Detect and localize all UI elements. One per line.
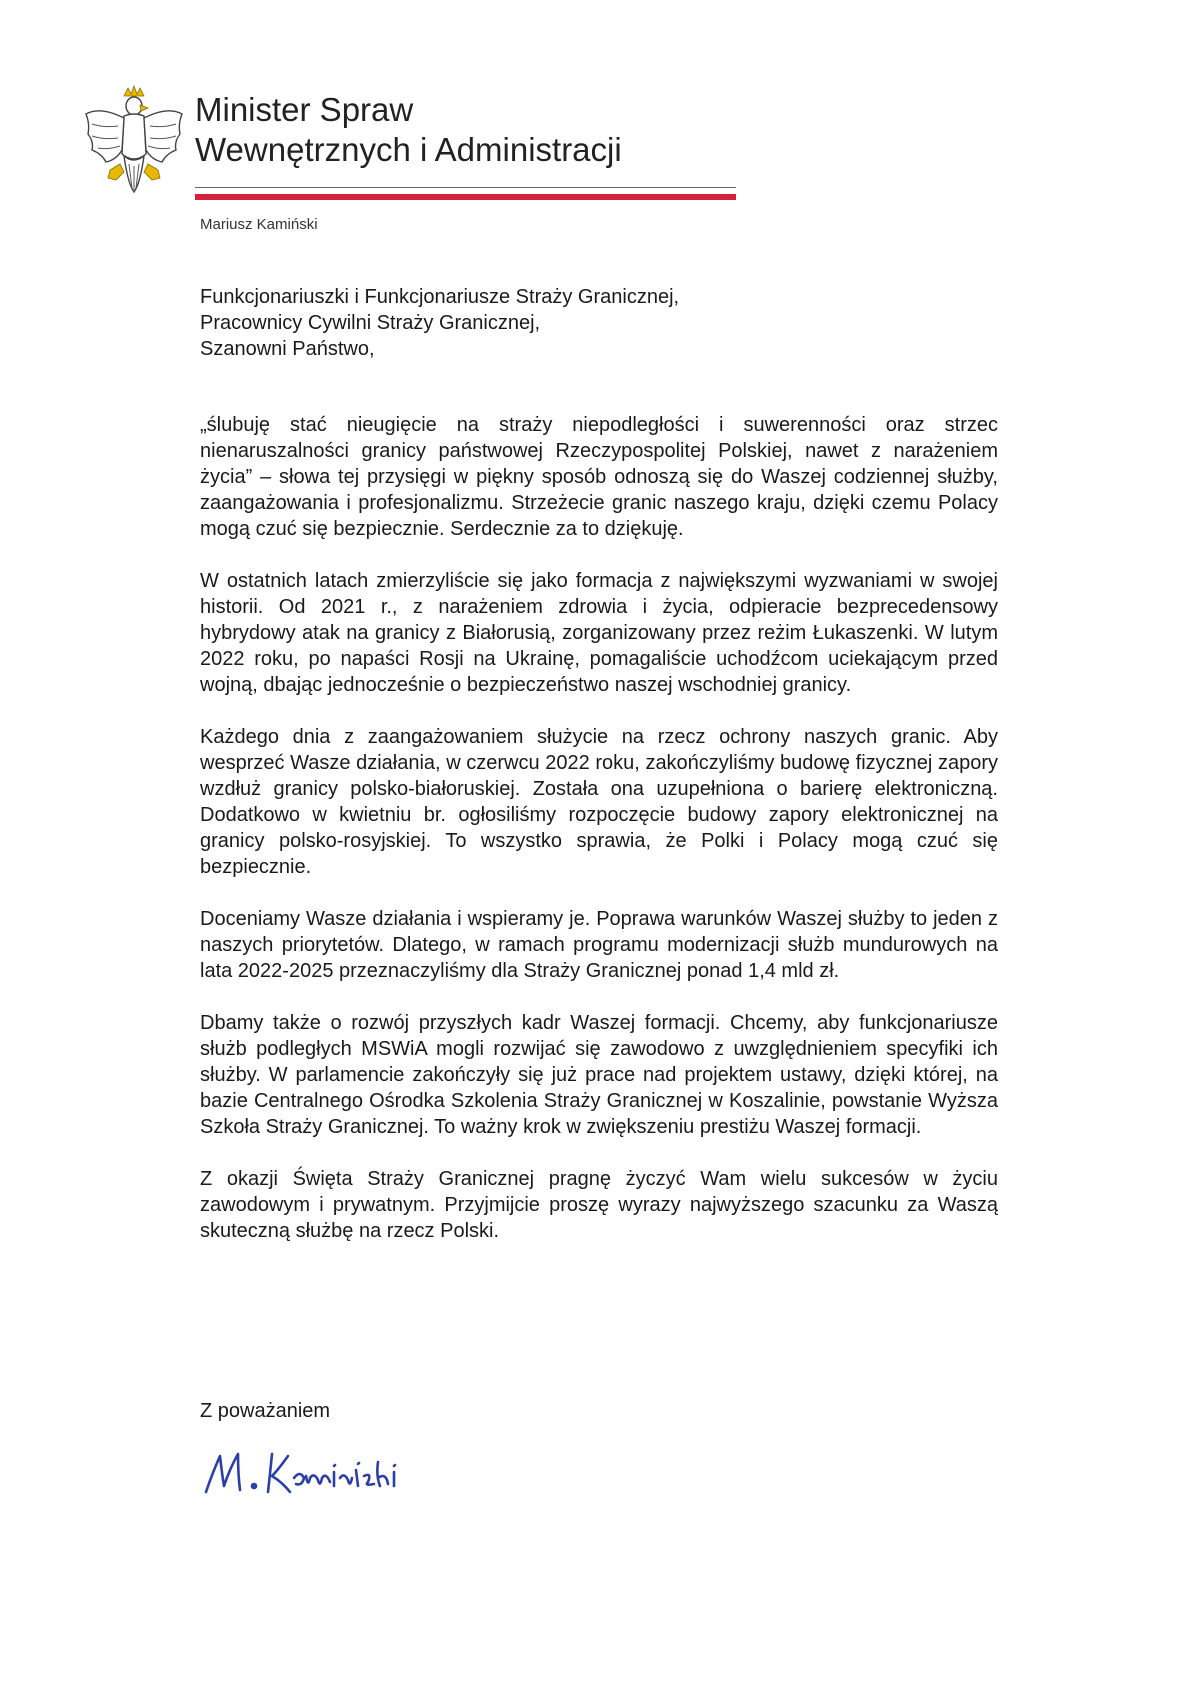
header-rule-red [195,194,736,200]
salutation-line: Funkcjonariuszki i Funkcjonariusze Straży Granicznej, [200,286,680,308]
ministry-title-line1: Minister Spraw [195,91,414,128]
polish-eagle-emblem-icon [80,84,188,204]
ministry-title [195,90,622,170]
letter-body [200,284,998,1270]
salutation-line: Pracownicy Cywilni Straży Granicznej, [200,312,541,334]
signer-name: Mariusz Kamiński [200,216,318,233]
salutation [200,284,998,362]
body-text [200,412,998,1244]
closing: Z poważaniem [200,1400,331,1422]
handwritten-signature [198,1434,458,1504]
paragraph: „ślubuję stać nieugięcie na straży niepodległości i suwerenności oraz strzec nienaruszalności granicy państwowej Rzeczypospolitej Polskiej, nawet z narażeniem życia” – słowa tej przysięgi w piękny sposób odnoszą się do Waszej codziennej służby, zaangażowania i profesjonalizmu. Strzeżecie granic naszego kraju, dzięki czemu Polacy mogą czuć się bezpiecznie. Serdecznie za to dziękuję. [200,414,998,540]
paragraph: Dbamy także o rozwój przyszłych kadr Waszej formacji. Chcemy, aby funkcjonariusze służb podległych MSWiA mogli rozwijać się zawodowo z uwzględnieniem specyfiki ich służby. W parlamencie zakończyły się już prace nad projektem ustawy, dzięki której, na bazie Centralnego Ośrodka Szkolenia Straży Granicznej w Koszalinie, powstanie Wyższa Szkoła Straży Granicznej. To ważny krok w zwiększeniu prestiżu Waszej formacji. [200,1012,998,1138]
ministry-title-line2: Wewnętrznych i Administracji [195,131,622,168]
salutation-line: Szanowni Państwo, [200,338,375,360]
paragraph: W ostatnich latach zmierzyliście się jako formacja z największymi wyzwaniami w swojej historii. Od 2021 r., z narażeniem zdrowia i życia, odpieracie bezprecedensowy hybrydowy atak na granicy z Białorusią, zorganizowany przez reżim Łukaszenki. W lutym 2022 roku, po napaści Rosji na Ukrainę, pomagaliście uchodźcom uciekającym przed wojną, dbając jednocześnie o bezpieczeństwo naszej wschodniej granicy. [200,570,998,696]
header-rule-black [195,187,736,188]
paragraph: Każdego dnia z zaangażowaniem służycie na rzecz ochrony naszych granic. Aby wesprzeć Wasze działania, w czerwcu 2022 roku, zakończyliśmy budowę fizycznej zapory wzdłuż granicy polsko-białoruskiej. Została ona uzupełniona o barierę elektroniczną. Dodatkowo w kwietniu br. ogłosiliśmy rozpoczęcie budowy zapory elektronicznej na granicy polsko-rosyjskiej. To wszystko sprawia, że Polki i Polacy mogą czuć się bezpiecznie. [200,726,998,878]
paragraph: Doceniamy Wasze działania i wspieramy je. Poprawa warunków Waszej służby to jeden z naszych priorytetów. Dlatego, w ramach programu modernizacji służb mundurowych na lata 2022-2025 przeznaczyliśmy dla Straży Granicznej ponad 1,4 mld zł. [200,908,998,982]
paragraph: Z okazji Święta Straży Granicznej pragnę życzyć Wam wielu sukcesów w życiu zawodowym i prywatnym. Przyjmijcie proszę wyrazy najwyższego szacunku za Waszą skuteczną służbę na rzecz Polski. [200,1168,998,1242]
